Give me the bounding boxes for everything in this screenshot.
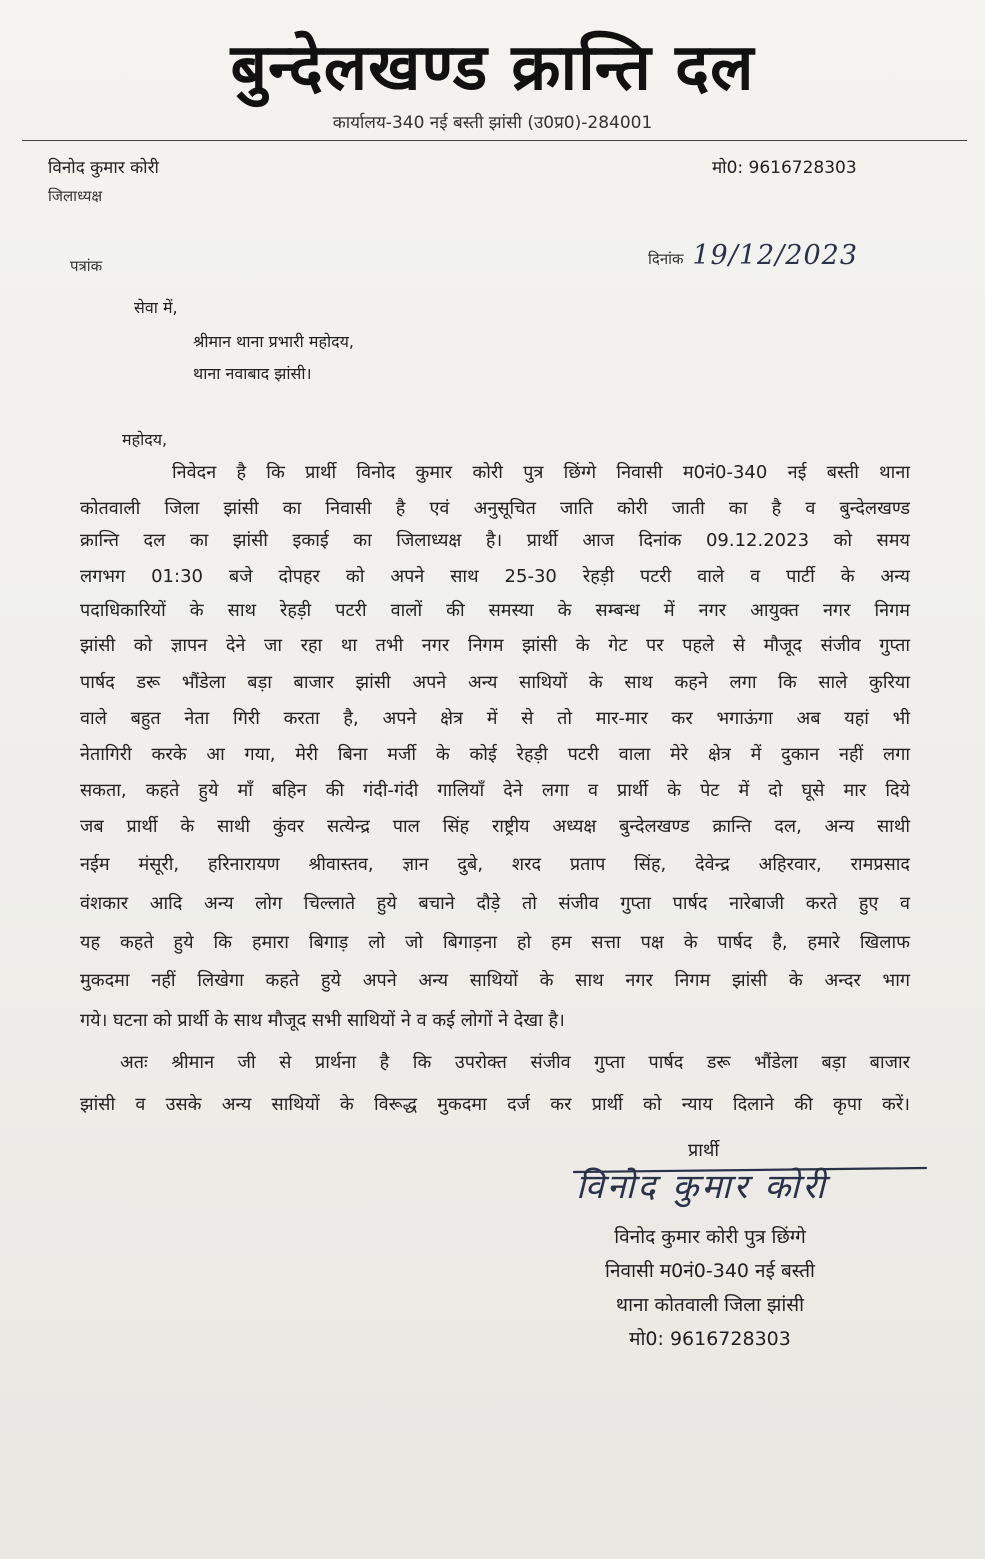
signature-mobile-line: मो0: 9616728303 <box>629 1328 791 1350</box>
salutation: महोदय, <box>122 430 168 449</box>
date-label: दिनांक <box>648 250 684 268</box>
body-line: सकता, कहते हुये माँ बहिन की गंदी-गंदी गालियाँ देने लगा व प्रार्थी के पेट में दो घूसे मार दिये <box>80 780 910 801</box>
body-line: पार्षद डरू भौंडेला बड़ा बाजार झांसी अपने अन्य साथियों के साथ कहने लगा कि साले कुरिया <box>80 672 910 693</box>
body-line: निवेदन है कि प्रार्थी विनोद कुमार कोरी पुत्र छिंग्गे निवासी म0नं0-340 नई बस्ती थाना <box>172 462 910 483</box>
body-line: अतः श्रीमान जी से प्रार्थना है कि उपरोक्त संजीव गुप्ता पार्षद डरू भौंडेला बड़ा बाजार <box>120 1052 910 1073</box>
body-line: वाले बहुत नेता गिरी करता है, अपने क्षेत्र में से तो मार-मार कर भगाऊंगा अब यहां भी <box>80 708 910 729</box>
body-line: झांसी व उसके अन्य साथियों के विरूद्ध मुकदमा दर्ज कर प्रार्थी को न्याय दिलाने की कृपा करें। <box>80 1094 910 1115</box>
body-line: वंशकार आदि अन्य लोग चिल्लाते हुये बचाने दौड़े तो संजीव गुप्ता पार्षद नारेबाजी करते हुए व <box>80 893 910 914</box>
body-line: मुकदमा नहीं लिखेगा कहते हुये अपने अन्य साथियों के साथ नगर निगम झांसी के अन्दर भाग <box>80 970 910 991</box>
addressee-line-2: श्रीमान थाना प्रभारी महोदय, <box>193 332 354 351</box>
body-line: यह कहते हुये कि हमारा बिगाड़ लो जो बिगाड़ना हो हम सत्ता पक्ष के पार्षद है, हमारे खिलाफ <box>80 932 910 953</box>
addressee-line-1: सेवा में, <box>134 298 178 317</box>
reference-label: पत्रांक <box>70 257 103 275</box>
body-line: जब प्रार्थी के साथी कुंवर सत्येन्द्र पाल सिंह राष्ट्रीय अध्यक्ष बुन्देलखण्ड क्रान्ति दल, अन्य साथी <box>80 816 910 837</box>
sender-role: जिलाध्यक्ष <box>48 187 103 205</box>
body-line: लगभग 01:30 बजे दोपहर को अपने साथ 25-30 रेहड़ी पटरी वाले व पार्टी के अन्य <box>80 566 910 587</box>
body-line: कोतवाली जिला झांसी का निवासी है एवं अनुसूचित जाति कोरी जाती का है व बुन्देलखण्ड <box>80 498 911 519</box>
closing-label: प्रार्थी <box>688 1140 720 1161</box>
signature-block <box>560 1220 860 1356</box>
letterhead-address: कार्यालय-340 नई बस्ती झांसी (उ0प्र0)-284001 <box>332 113 653 133</box>
signature-district-line: थाना कोतवाली जिला झांसी <box>615 1294 805 1316</box>
addressee-line-3: थाना नवाबाद झांसी। <box>193 364 312 383</box>
signature-address-line: निवासी म0नं0-340 नई बस्ती <box>605 1260 815 1282</box>
handwritten-signature: विनोद कुमार कोरी <box>576 1167 828 1207</box>
header-divider <box>22 140 967 141</box>
date-field <box>648 240 858 271</box>
sender-name: विनोद कुमार कोरी <box>48 158 159 178</box>
body-line: गये। घटना को प्रार्थी के साथ मौजूद सभी साथियों ने व कई लोगों ने देखा है। <box>80 1010 565 1031</box>
sender-mobile: मो0: 9616728303 <box>712 158 857 178</box>
body-line: पदाधिकारियों के साथ रेहड़ी पटरी वालों की समस्या के सम्बन्ध में नगर आयुक्त नगर निगम <box>80 600 910 621</box>
signature-name-line: विनोद कुमार कोरी पुत्र छिंग्गे <box>614 1226 806 1248</box>
body-line: क्रान्ति दल का झांसी इकाई का जिलाध्यक्ष है। प्रार्थी आज दिनांक 09.12.2023 को समय <box>80 530 910 551</box>
date-handwritten: 19/12/2023 <box>692 240 858 271</box>
body-line: झांसी को ज्ञापन देने जा रहा था तभी नगर निगम झांसी के गेट पर पहले से मौजूद संजीव गुप्ता <box>80 635 910 656</box>
body-line: नईम मंसूरी, हरिनारायण श्रीवास्तव, ज्ञान दुबे, शरद प्रताप सिंह, देवेन्द्र अहिरवार, रामप्रसाद <box>80 854 910 875</box>
body-line: नेतागिरी करके आ गया, मेरी बिना मर्जी के कोई रेहड़ी पटरी वाला मेरे क्षेत्र में दुकान नहीं लगा <box>80 744 910 765</box>
letterhead-title: बुन्देलखण्ड क्रान्ति दल <box>230 31 755 105</box>
